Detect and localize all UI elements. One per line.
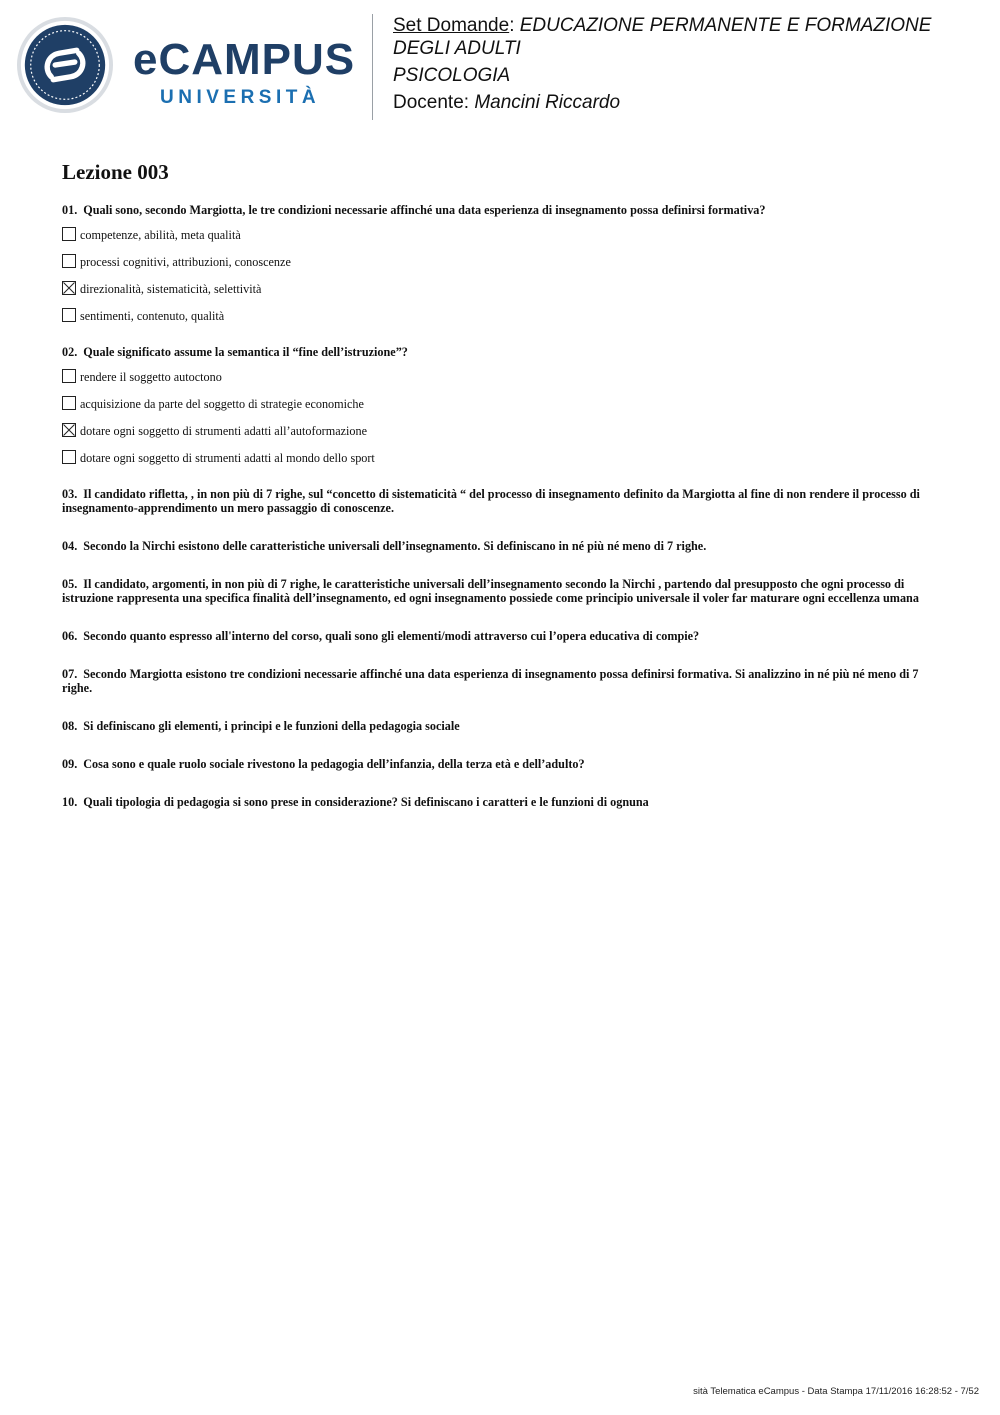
page-header — [0, 0, 1000, 130]
question-number: 08. — [62, 719, 78, 733]
question-text: Secondo la Nirchi esistono delle caratteristiche universali dell’insegnamento. Si definiscano in né più né meno di 7 righe. — [83, 539, 707, 553]
question-list — [62, 203, 942, 809]
question-text: Quali sono, secondo Margiotta, le tre condizioni necessarie affinché una data esperienza di insegnamento possa definirsi formativa? — [83, 203, 766, 217]
x-mark-icon — [63, 282, 75, 294]
question — [62, 345, 942, 359]
answer-text: sentimenti, contenuto, qualità — [80, 309, 225, 323]
question-number: 10. — [62, 795, 78, 809]
question — [62, 629, 942, 643]
answer-option[interactable] — [62, 280, 942, 298]
answer-text: rendere il soggetto autoctono — [80, 370, 222, 384]
header-divider — [372, 14, 373, 120]
checkbox[interactable] — [62, 254, 76, 268]
checkbox[interactable] — [62, 369, 76, 383]
question-text: Il candidato rifletta, , in non più di 7 righe, sul “concetto di sistematicità “ del processo di insegnamento definito da Margiotta al fine di non rendere il processo di insegnamento-apprendimento un mero passaggio di conoscenze. — [62, 487, 920, 515]
question-number: 06. — [62, 629, 78, 643]
question — [62, 719, 942, 733]
question-number: 07. — [62, 667, 78, 681]
question-text: Secondo Margiotta esistono tre condizioni necessarie affinché una data esperienza di insegnamento possa definirsi formativa. Si analizzino in né più né meno di 7 righe. — [62, 667, 919, 695]
question — [62, 487, 942, 515]
question-number: 09. — [62, 757, 78, 771]
question-number: 02. — [62, 345, 78, 359]
x-mark-icon — [63, 424, 75, 436]
set-sep: : — [509, 15, 520, 36]
footer: sità Telematica eCampus - Data Stampa 17/11/2016 16:28:52 - 7/52 — [693, 1386, 979, 1397]
question-number: 04. — [62, 539, 78, 553]
answer-option[interactable] — [62, 253, 942, 271]
checkbox[interactable] — [62, 227, 76, 241]
checked-checkbox[interactable] — [62, 423, 76, 437]
answer-text: direzionalità, sistematicità, selettività — [80, 282, 262, 296]
checked-checkbox[interactable] — [62, 281, 76, 295]
lesson-title: Lezione 003 — [62, 160, 169, 184]
answer-option[interactable] — [62, 226, 942, 244]
answer-text: acquisizione da parte del soggetto di strategie economiche — [80, 397, 364, 411]
answer-text: dotare ogni soggetto di strumenti adatti all’autoformazione — [80, 424, 368, 438]
answer-text: processi cognitivi, attribuzioni, conoscenze — [80, 255, 291, 269]
answer-text: dotare ogni soggetto di strumenti adatti al mondo dello sport — [80, 451, 375, 465]
question — [62, 577, 942, 605]
question-text: Il candidato, argomenti, in non più di 7 righe, le caratteristiche universali dell’insegnamento secondo la Nirchi , partendo dal presupposto che ogni processo di istruzione rappresenta una specifica finalità dell’insegnamento, ed ogni insegnamento possiede come principio universale il voler far maturare ogni eccellenza umana — [62, 577, 919, 605]
checkbox[interactable] — [62, 450, 76, 464]
question-text: Si definiscano gli elementi, i principi e le funzioni della pedagogia sociale — [83, 719, 460, 733]
brand-name: eCAMPUS — [133, 35, 356, 84]
answer-option[interactable] — [62, 395, 942, 413]
question-number: 01. — [62, 203, 78, 217]
question-text: Quali tipologia di pedagogia si sono prese in considerazione? Si definiscano i caratteri e le funzioni di ognuna — [83, 795, 649, 809]
ecampus-seal-icon — [16, 16, 114, 114]
teacher-line — [393, 91, 993, 114]
brand-subtitle: UNIVERSITÀ — [160, 87, 321, 108]
set-title: EDUCAZIONE PERMANENTE E FORMAZIONE DEGLI ADULTI — [393, 15, 932, 59]
answer-option[interactable] — [62, 422, 942, 440]
answer-option[interactable] — [62, 307, 942, 325]
question — [62, 539, 942, 553]
teacher-label: Docente: — [393, 92, 475, 113]
question — [62, 667, 942, 695]
set-line — [393, 14, 993, 60]
question-number: 05. — [62, 577, 78, 591]
answer-option[interactable] — [62, 449, 942, 467]
header-info — [393, 14, 993, 114]
teacher-name: Mancini Riccardo — [474, 92, 621, 113]
question — [62, 203, 942, 217]
question — [62, 757, 942, 771]
question-text: Cosa sono e quale ruolo sociale rivestono la pedagogia dell’infanzia, della terza età e dell’adulto? — [83, 757, 585, 771]
checkbox[interactable] — [62, 308, 76, 322]
answer-text: competenze, abilità, meta qualità — [80, 228, 241, 242]
set-label: Set Domande — [393, 15, 510, 36]
question-number: 03. — [62, 487, 78, 501]
course-name: PSICOLOGIA — [393, 65, 511, 86]
question-text: Quale significato assume la semantica il “fine dell’istruzione”? — [83, 345, 408, 359]
checkbox[interactable] — [62, 396, 76, 410]
question-text: Secondo quanto espresso all'interno del corso, quali sono gli elementi/modi attraverso cui l’opera educativa di compie? — [83, 629, 700, 643]
answer-option[interactable] — [62, 368, 942, 386]
question — [62, 795, 942, 809]
